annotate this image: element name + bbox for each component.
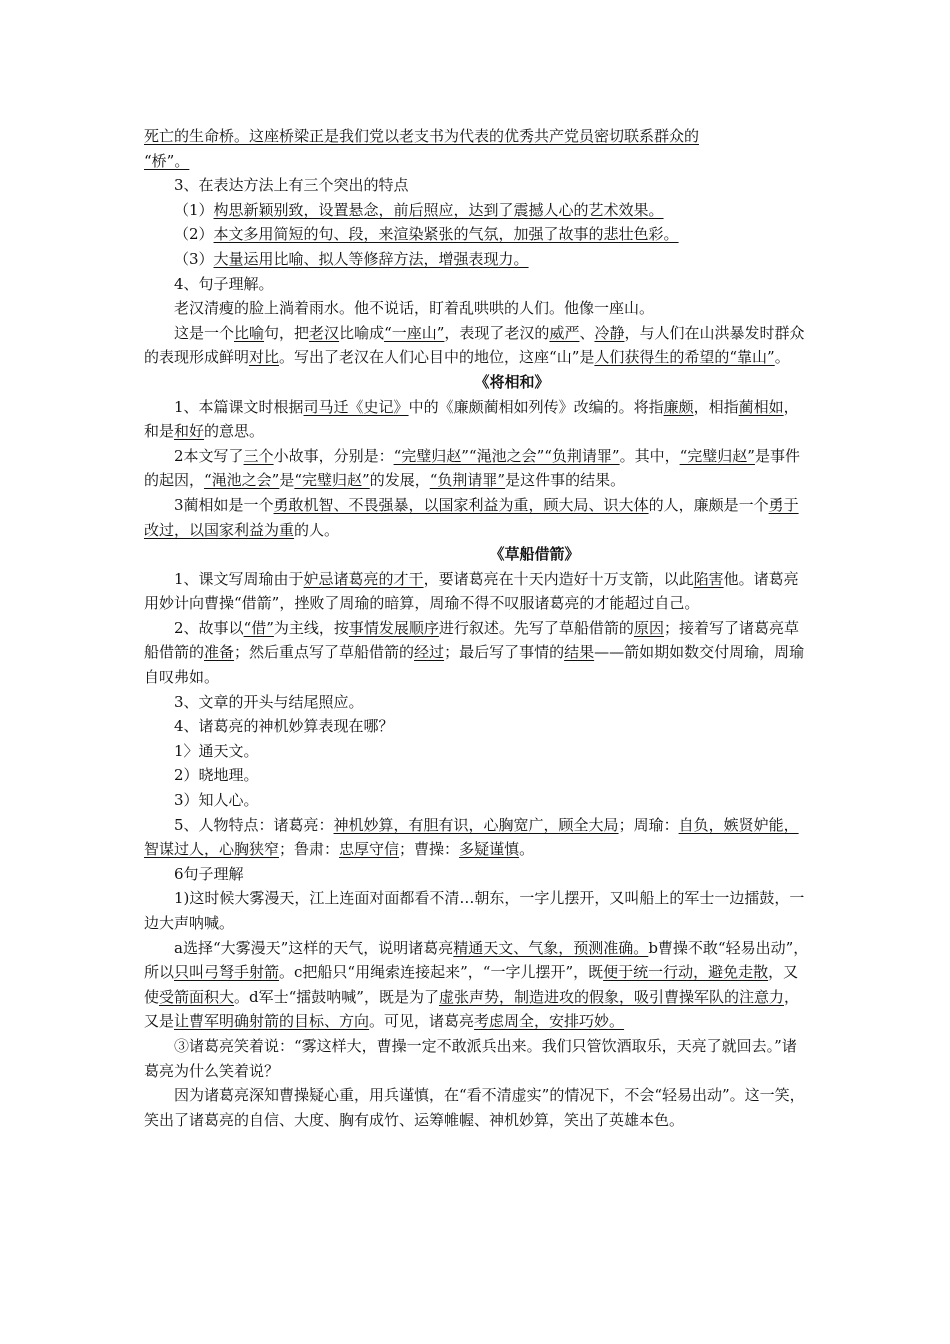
cao-point-6: 6句子理解	[174, 864, 244, 883]
heading-point-4: 4、句子理解。	[174, 274, 274, 293]
jiang-point-1: 1、本篇课文时根据司马迁《史记》中的《廉颇蔺相如列传》改编的。将指廉颇，相指蔺相如，和是和好的意思。	[144, 397, 799, 441]
point-3-2: （2）本文多用简短的句、段，来渲染紧张的气氛，加强了故事的悲壮色彩。	[174, 225, 679, 244]
cao-point-3: 3、文章的开头与结尾照应。	[174, 692, 364, 711]
section-title-jiangxianghe: 《将相和》	[474, 372, 550, 391]
cao-point-1: 1、课文写周瑜由于妒忌诸葛亮的才干，要诸葛亮在十天内造好十万支箭，以此陷害他。诸葛亮用妙计向曹操“借箭”，挫败了周瑜的暗算，周瑜不得不叹服诸葛亮的才能超过自己。	[144, 569, 799, 613]
cao-point-4-1: 1〉通天文。	[174, 741, 259, 760]
cao-quote-1: 1)这时候大雾漫天，江上连面对面都看不清…朝东，一字儿摆开，又叫船上的军士一边擂鼓，一边大声呐喊。	[144, 889, 805, 932]
underlined-text: “桥”。	[144, 151, 190, 170]
document-page	[144, 124, 810, 1132]
cao-point-4: 4、诸葛亮的神机妙算表现在哪？	[174, 717, 394, 736]
cao-point-2: 2、故事以“借”为主线，按事情发展顺序进行叙述。先写了草船借箭的原因；接着写了诸葛亮草船借箭的准备；然后重点写了草船借箭的经过；最后写了事情的结果——箭如期如数交付周瑜，周瑜自叹弗如。	[144, 618, 805, 687]
cao-answer-3: 因为诸葛亮深知曹操疑心重，用兵谨慎，在“看不清虚实”的情况下，不会“轻易出动”。这一笑，笑出了诸葛亮的自信、大度、胸有成竹、运筹帷幄、神机妙算，笑出了英雄本色。	[144, 1086, 805, 1129]
jiang-point-3: 3蔺相如是一个勇敢机智、不畏强暴，以国家利益为重，顾大局、识大体的人，廉颇是一个勇于改过，以国家利益为重的人。	[144, 495, 799, 539]
point-3-1: （1）构思新颖别致，设置悬念，前后照应，达到了震撼人心的艺术效果。	[174, 200, 664, 219]
analysis-paragraph: 这是一个比喻句，把老汉比喻成“一座山”，表现了老汉的威严、冷静，与人们在山洪暴发时群众的表现形成鲜明对比。写出了老汉在人们心目中的地位，这座“山”是人们获得生的希望的“靠山”。	[144, 323, 805, 367]
cao-quote-3: ③诸葛亮笑着说：“雾这样大，曹操一定不敢派兵出来。我们只管饮酒取乐，天亮了就回去。”诸葛亮为什么笑着说？	[144, 1036, 797, 1080]
section-title-caochuanjiejian: 《草船借箭》	[489, 545, 580, 564]
point-3-3: （3）大量运用比喻、拟人等修辞方法，增强表现力。	[174, 249, 529, 268]
quoted-sentence: 老汉清瘦的脸上淌着雨水。他不说话，盯着乱哄哄的人们。他像一座山。	[174, 299, 655, 318]
cao-analysis-1: a选择“大雾漫天”这样的天气，说明诸葛亮精通天文、气象，预测准确。b曹操不敢“轻易出动”，所以只叫弓弩手射箭。c把船只“用绳索连接起来”，“一字儿摆开”，既便于统一行动，避免走散，又使受箭面积大。d军士“擂鼓呐喊”，既是为了虚张声势，制造进攻的假象，吸引曹操军队的注意力，又是让曹军明确射箭的目标、方向。可见，诸葛亮考虑周全，安排巧妙。	[144, 938, 809, 1031]
underlined-text: 死亡的生命桥。这座桥梁正是我们党以老支书为代表的优秀共产党员密切联系群众的	[144, 127, 700, 145]
cao-point-4-2: 2）晓地理。	[174, 766, 259, 785]
paragraph	[144, 124, 810, 173]
jiang-point-2: 2本文写了三个小故事，分别是：“完璧归赵”“渑池之会”“负荆请罪”。其中，“完璧归赵”是事件的起因，“渑池之会”是“完璧归赵”的发展，“负荆请罪”是这件事的结果。	[144, 446, 800, 490]
cao-point-5: 5、人物特点：诸葛亮：神机妙算，有胆有识，心胸宽广，顾全大局；周瑜：自负，嫉贤妒能，智谋过人，心胸狭窄；鲁肃：忠厚守信；曹操：多疑谨慎。	[144, 815, 799, 859]
heading-point-3: 3、在表达方法上有三个突出的特点	[174, 176, 409, 195]
cao-point-4-3: 3）知人心。	[174, 791, 259, 810]
